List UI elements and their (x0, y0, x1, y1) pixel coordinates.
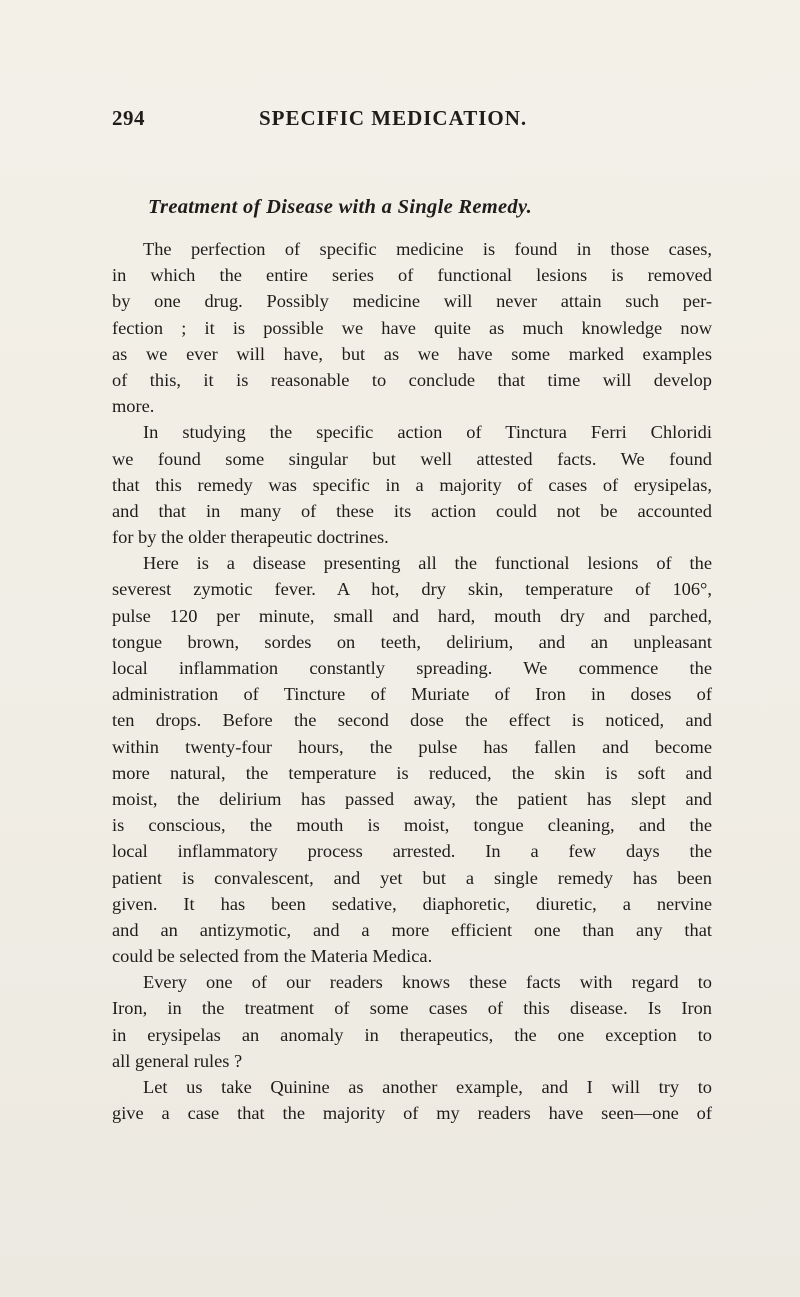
text-line: we found some singular but well attested facts. We found (112, 448, 712, 469)
text-line: by one drug. Possibly medicine will never attain such per- (112, 291, 712, 312)
text-line: fection ; it is possible we have quite as much knowledge now (112, 317, 712, 338)
paragraph-4 (112, 969, 712, 1074)
text-line: The perfection of specific medicine is found in those cases, (143, 239, 712, 259)
text-line: ten drops. Before the second dose the effect is noticed, and (112, 710, 712, 731)
text-line: pulse 120 per minute, small and hard, mouth dry and parched, (112, 605, 712, 626)
text-line: and that in many of these its action could not be accounted (112, 500, 712, 521)
text-line: all general rules ? (112, 1050, 243, 1071)
text-line: give a case that the majority of my readers have seen—one of (112, 1103, 712, 1124)
body-text (112, 236, 712, 1126)
text-line: severest zymotic fever. A hot, dry skin, temperature of 106°, (112, 579, 712, 600)
text-line: In studying the specific action of Tinctura Ferri Chloridi (143, 422, 712, 443)
text-line: more natural, the temperature is reduced, the skin is soft and (112, 762, 712, 783)
text-line: Let us take Quinine as another example, and I will try to (143, 1077, 712, 1097)
text-line: and an antizymotic, and a more efficient one than any that (112, 919, 712, 940)
page-number: 294 (112, 106, 145, 130)
paragraph-5 (112, 1074, 712, 1126)
text-line: administration of Tincture of Muriate of Iron in doses of (112, 684, 712, 705)
text-line: tongue brown, sordes on teeth, delirium, and an unpleasant (112, 631, 712, 652)
section-heading: Treatment of Disease with a Single Remedy. (148, 196, 533, 218)
text-line: Here is a disease presenting all the functional lesions of the (143, 553, 712, 574)
running-head (112, 106, 712, 138)
paragraph-3 (112, 550, 712, 969)
text-line: in which the entire series of functional lesions is removed (112, 265, 712, 286)
text-line: local inflammation constantly spreading. We commence the (112, 658, 712, 678)
text-line: Every one of our readers knows these facts with regard to (143, 972, 712, 993)
text-line: given. It has been sedative, diaphoretic, diuretic, a nervine (112, 893, 712, 914)
text-line: that this remedy was specific in a majority of cases of erysipelas, (112, 474, 712, 495)
text-line: within twenty-four hours, the pulse has fallen and become (112, 736, 712, 757)
text-line: local inflammatory process arrested. In a few days the (112, 841, 712, 862)
text-line: for by the older therapeutic doctrines. (112, 527, 389, 548)
text-line: in erysipelas an anomaly in therapeutics, the one exception to (112, 1024, 712, 1045)
text-line: of this, it is reasonable to conclude that time will develop (112, 369, 712, 390)
text-line: moist, the delirium has passed away, the patient has slept and (112, 788, 712, 809)
paragraph-1 (112, 236, 712, 419)
text-line: more. (112, 396, 155, 417)
text-line: is conscious, the mouth is moist, tongue cleaning, and the (112, 815, 712, 836)
running-title: SPECIFIC MEDICATION. (259, 106, 528, 130)
text-line: Iron, in the treatment of some cases of this disease. Is Iron (112, 998, 712, 1019)
paragraph-2 (112, 419, 712, 550)
text-line: could be selected from the Materia Medica. (112, 946, 433, 967)
text-line: patient is convalescent, and yet but a single remedy has been (112, 867, 712, 888)
text-line: as we ever will have, but as we have some marked examples (112, 343, 712, 364)
